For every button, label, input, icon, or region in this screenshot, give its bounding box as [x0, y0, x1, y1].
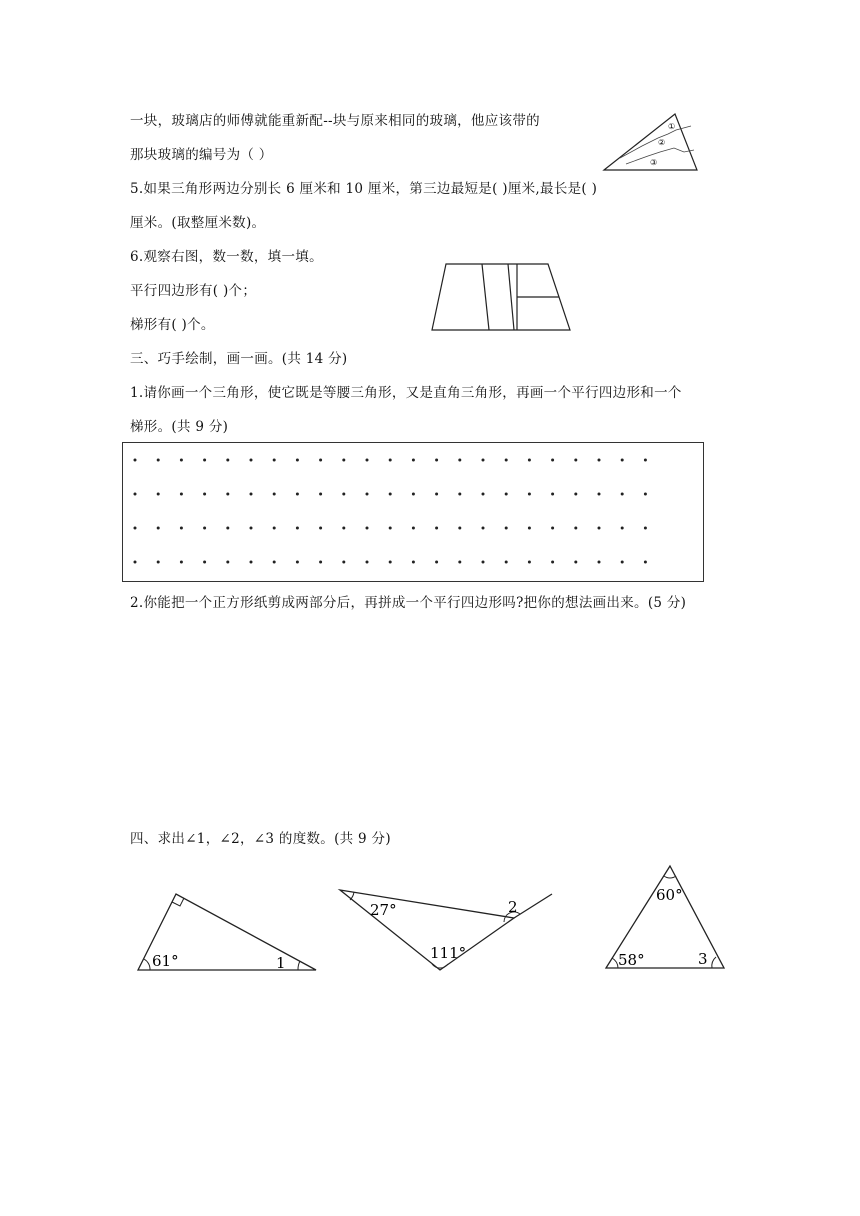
grid-dot [180, 527, 183, 530]
grid-dot [644, 493, 647, 496]
grid-dot [621, 459, 624, 462]
glass-piece-label-3: ③ [650, 158, 658, 167]
grid-dot [157, 561, 160, 564]
grid-dot [296, 561, 299, 564]
grid-dot [389, 459, 392, 462]
grid-dot [598, 459, 601, 462]
grid-dot [226, 561, 229, 564]
triangle-2-figure [334, 884, 558, 978]
grid-dot [226, 459, 229, 462]
grid-dot [505, 493, 508, 496]
grid-dot [644, 527, 647, 530]
grid-dot [319, 561, 322, 564]
grid-dot [180, 459, 183, 462]
triangle-3-angle-60: 60° [656, 886, 683, 904]
grid-dot [574, 561, 577, 564]
section3-q1-line2: 梯形。(共 9 分) [130, 419, 229, 435]
grid-dot [621, 527, 624, 530]
grid-dot [342, 527, 345, 530]
grid-dot [296, 527, 299, 530]
grid-dot [180, 561, 183, 564]
grid-dot [273, 527, 276, 530]
grid-dot [157, 459, 160, 462]
grid-dot [134, 561, 137, 564]
grid-dot [551, 561, 554, 564]
grid-dot [505, 459, 508, 462]
grid-dot [319, 459, 322, 462]
q5-text-line2: 厘米。(取整厘米数)。 [130, 215, 266, 231]
grid-dot [412, 561, 415, 564]
grid-dot [458, 459, 461, 462]
grid-dot [621, 561, 624, 564]
triangle-1-figure [134, 888, 320, 978]
grid-dot [389, 493, 392, 496]
grid-dot [157, 527, 160, 530]
section3-heading: 三、巧手绘制，画一画。(共 14 分) [130, 351, 348, 367]
grid-dot [412, 459, 415, 462]
grid-dot [226, 493, 229, 496]
grid-dot [574, 493, 577, 496]
glass-piece-label-2: ② [658, 138, 666, 147]
triangle-2-angle-2: 2 [508, 898, 518, 916]
triangle-3-angle-3: 3 [698, 950, 708, 968]
grid-dot [203, 493, 206, 496]
grid-dot [574, 527, 577, 530]
grid-dot [528, 459, 531, 462]
triangle-2-angle-27: 27° [370, 901, 397, 919]
grid-dot [435, 459, 438, 462]
grid-dot [250, 493, 253, 496]
grid-dot [366, 527, 369, 530]
grid-dot [505, 561, 508, 564]
triangle-2-angle-111: 111° [430, 944, 467, 962]
grid-dot [574, 459, 577, 462]
trapezoid-partition-figure [428, 260, 576, 334]
grid-dot [250, 527, 253, 530]
grid-dot [366, 493, 369, 496]
dot-grid-drawing-area[interactable] [122, 442, 704, 582]
grid-dot [342, 493, 345, 496]
grid-dot [250, 459, 253, 462]
grid-dot [598, 493, 601, 496]
grid-dot [551, 493, 554, 496]
section3-q2: 2.你能把一个正方形纸剪成两部分后，再拼成一个平行四边形吗?把你的想法画出来。(5 分) [130, 595, 687, 611]
grid-dot [644, 561, 647, 564]
section4-heading: 四、求出∠1，∠2，∠3 的度数。(共 9 分) [130, 831, 391, 847]
grid-dot [505, 527, 508, 530]
glass-piece-label-1: ① [668, 122, 676, 131]
grid-dot [435, 561, 438, 564]
grid-dot [203, 561, 206, 564]
grid-dot [551, 459, 554, 462]
grid-dot [180, 493, 183, 496]
q4-text-line1: 一块，玻璃店的师傅就能重新配--块与原来相同的玻璃，他应该带的 [130, 113, 540, 129]
grid-dot [389, 561, 392, 564]
q5-text-line1: 5.如果三角形两边分别长 6 厘米和 10 厘米，第三边最短是( )厘米,最长是( ) [130, 181, 598, 197]
triangle-1-angle-1: 1 [276, 954, 286, 972]
grid-dot [366, 561, 369, 564]
grid-dot [621, 493, 624, 496]
grid-dot [203, 527, 206, 530]
grid-dot [296, 493, 299, 496]
dot-grid [123, 443, 703, 581]
section3-q1-line1: 1.请你画一个三角形，使它既是等腰三角形，又是直角三角形，再画一个平行四边形和一个 [130, 385, 682, 401]
grid-dot [551, 527, 554, 530]
grid-dot [366, 459, 369, 462]
q4-text-line2: 那块玻璃的编号为（ ） [130, 147, 273, 163]
grid-dot [273, 459, 276, 462]
grid-dot [319, 493, 322, 496]
grid-dot [644, 459, 647, 462]
grid-dot [134, 527, 137, 530]
grid-dot [134, 493, 137, 496]
grid-dot [273, 493, 276, 496]
grid-dot [273, 561, 276, 564]
grid-dot [482, 561, 485, 564]
grid-dot [528, 493, 531, 496]
grid-dot [598, 561, 601, 564]
grid-dot [458, 561, 461, 564]
grid-dot [134, 459, 137, 462]
grid-dot [157, 493, 160, 496]
grid-dot [412, 527, 415, 530]
triangle-3-figure [602, 860, 728, 974]
grid-dot [482, 459, 485, 462]
triangle-3-angle-58: 58° [618, 951, 645, 969]
grid-dot [342, 561, 345, 564]
grid-dot [319, 527, 322, 530]
grid-dot [528, 527, 531, 530]
triangle-1-angle-61: 61° [152, 952, 179, 970]
broken-glass-figure [598, 108, 704, 174]
grid-dot [598, 527, 601, 530]
grid-dot [482, 527, 485, 530]
grid-dot [435, 527, 438, 530]
grid-dot [250, 561, 253, 564]
grid-dot [458, 527, 461, 530]
grid-dot [435, 493, 438, 496]
grid-dot [226, 527, 229, 530]
grid-dot [203, 459, 206, 462]
q6-trapezoid-count: 梯形有( )个。 [130, 317, 215, 333]
grid-dot [389, 527, 392, 530]
q6-parallelogram-count: 平行四边形有( )个； [130, 283, 257, 299]
grid-dot [458, 493, 461, 496]
grid-dot [482, 493, 485, 496]
grid-dot [296, 459, 299, 462]
q6-title: 6.观察右图，数一数，填一填。 [130, 249, 323, 265]
grid-dot [528, 561, 531, 564]
grid-dot [342, 459, 345, 462]
grid-dot [412, 493, 415, 496]
